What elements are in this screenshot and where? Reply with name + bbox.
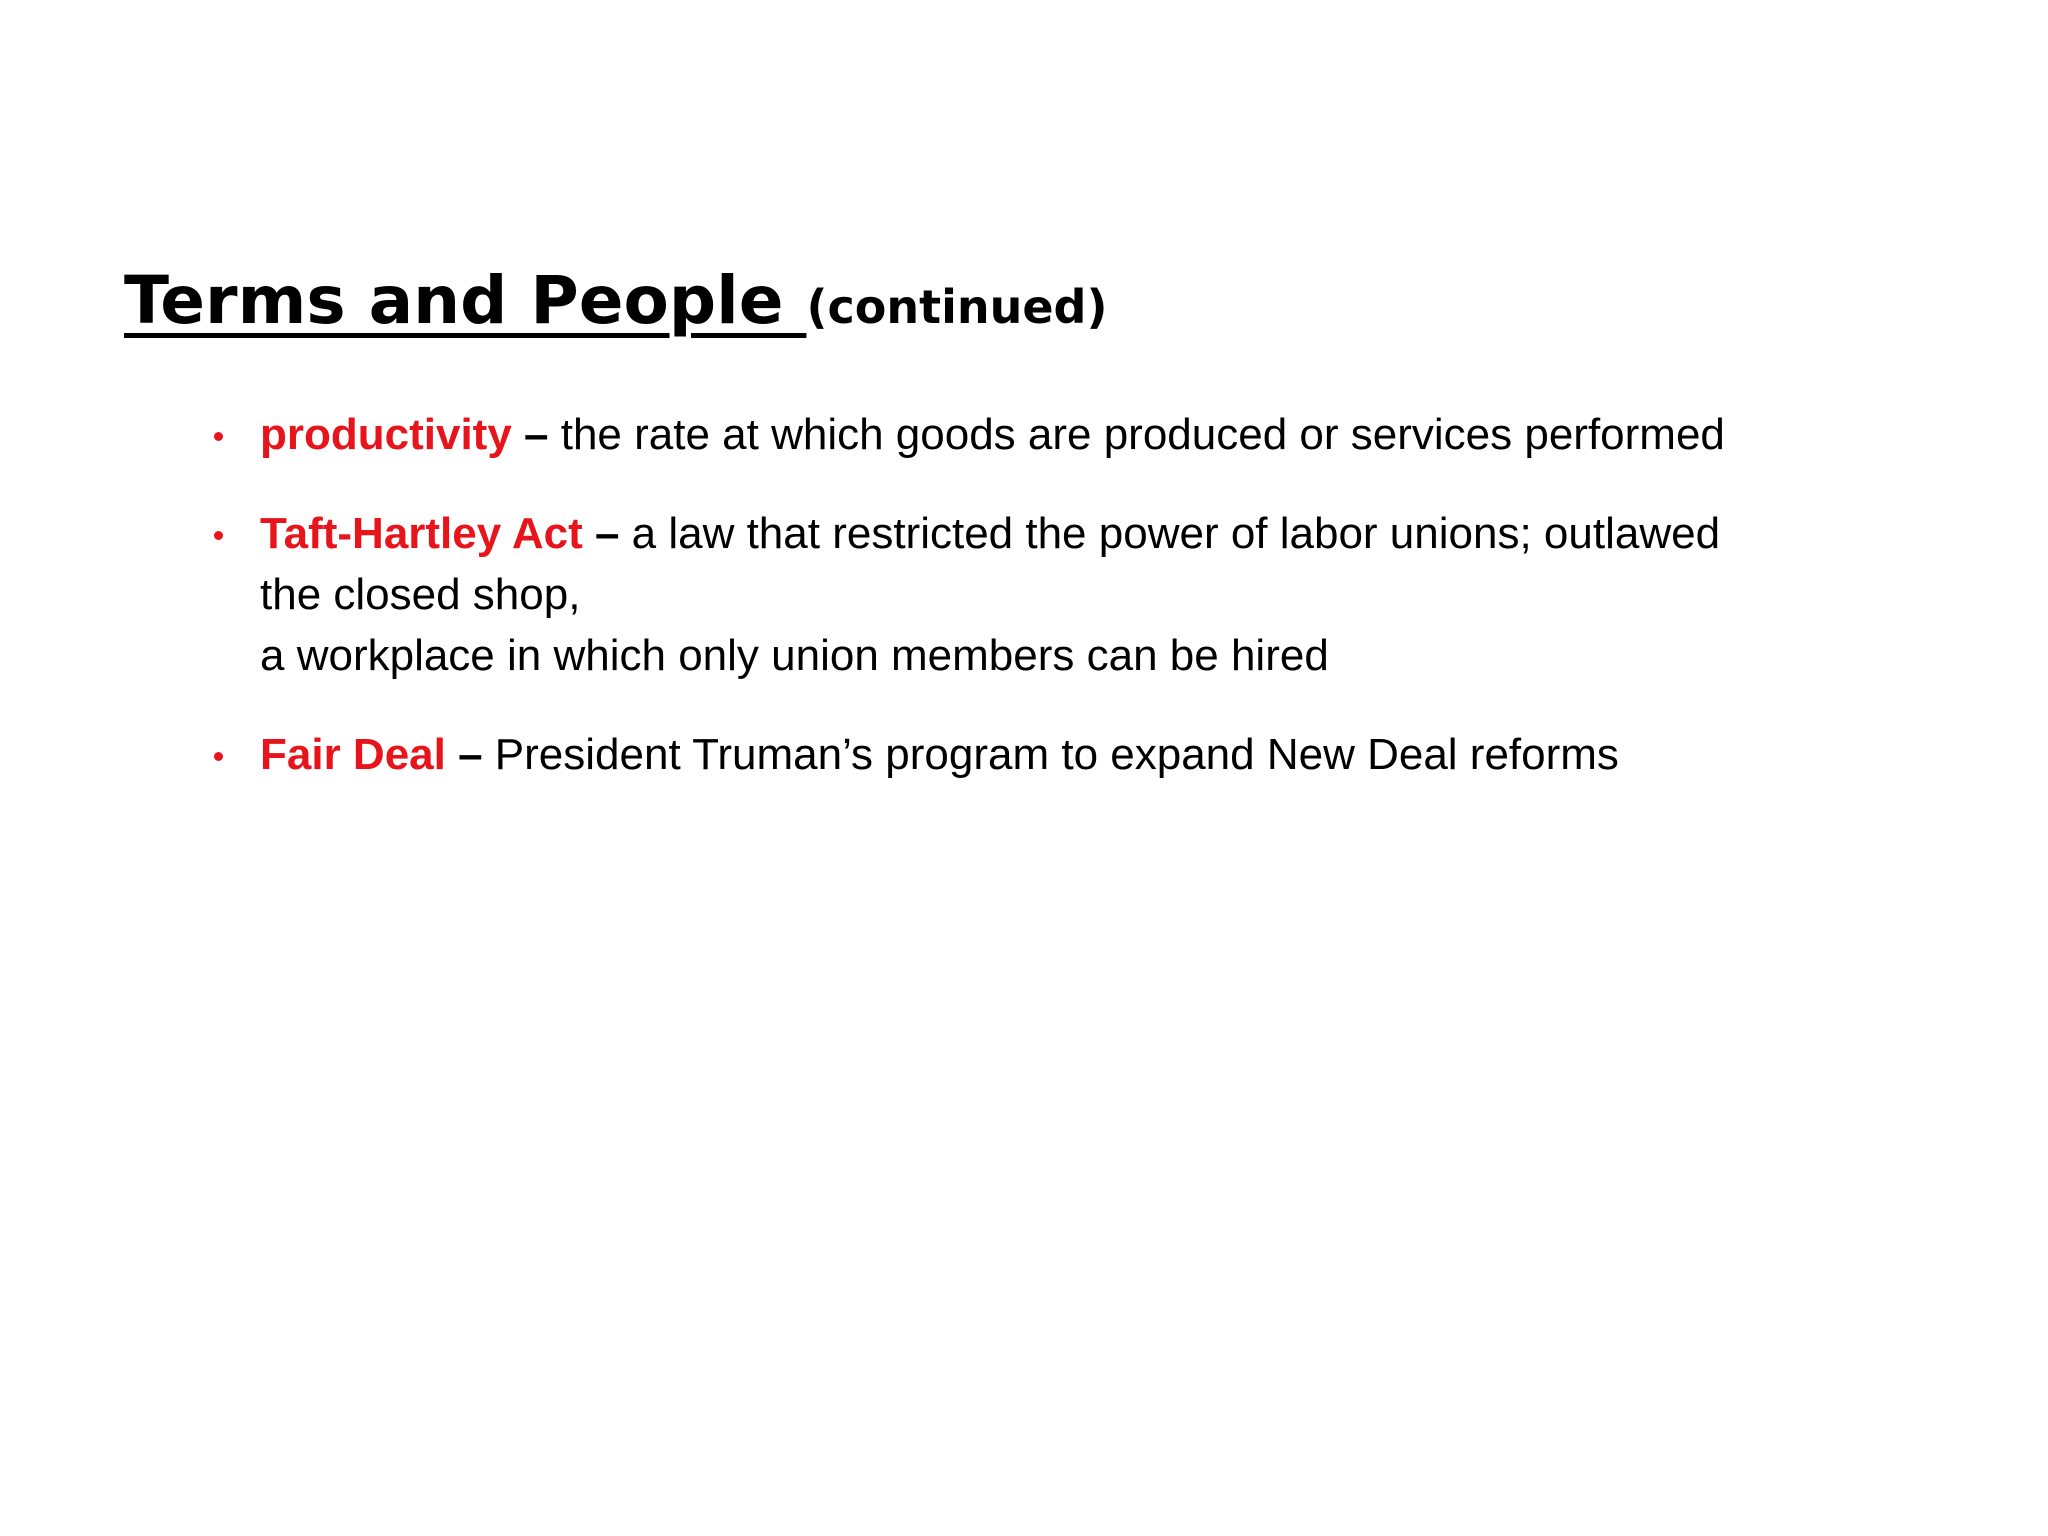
term-item-fair-deal (212, 724, 1892, 785)
term-dash: – (582, 509, 632, 558)
term-name: productivity (260, 410, 512, 459)
slide-title (124, 262, 1108, 339)
term-dash: – (511, 410, 561, 459)
term-name: Fair Deal (260, 730, 446, 779)
term-definition: the rate at which goods are produced or services performed (560, 410, 1725, 459)
term-item-productivity (212, 404, 1892, 465)
title-main: Terms and People (124, 262, 807, 339)
term-dash: – (445, 730, 495, 779)
bullet-icon (214, 531, 223, 540)
term-name: Taft-Hartley Act (260, 509, 583, 558)
term-definition-line: a workplace in which only union members can be hired (260, 631, 1329, 680)
term-definition-line: the closed shop, (260, 570, 581, 619)
term-definition: a law that restricted the power of labor unions; outlawed (631, 509, 1721, 558)
bullet-icon (214, 432, 223, 441)
term-item-taft-hartley-act (212, 503, 1892, 686)
term-definition: President Truman’s program to expand New Deal reforms (494, 730, 1619, 779)
title-subtitle: (continued) (806, 280, 1108, 334)
terms-list (212, 404, 1892, 823)
bullet-icon (214, 752, 223, 761)
